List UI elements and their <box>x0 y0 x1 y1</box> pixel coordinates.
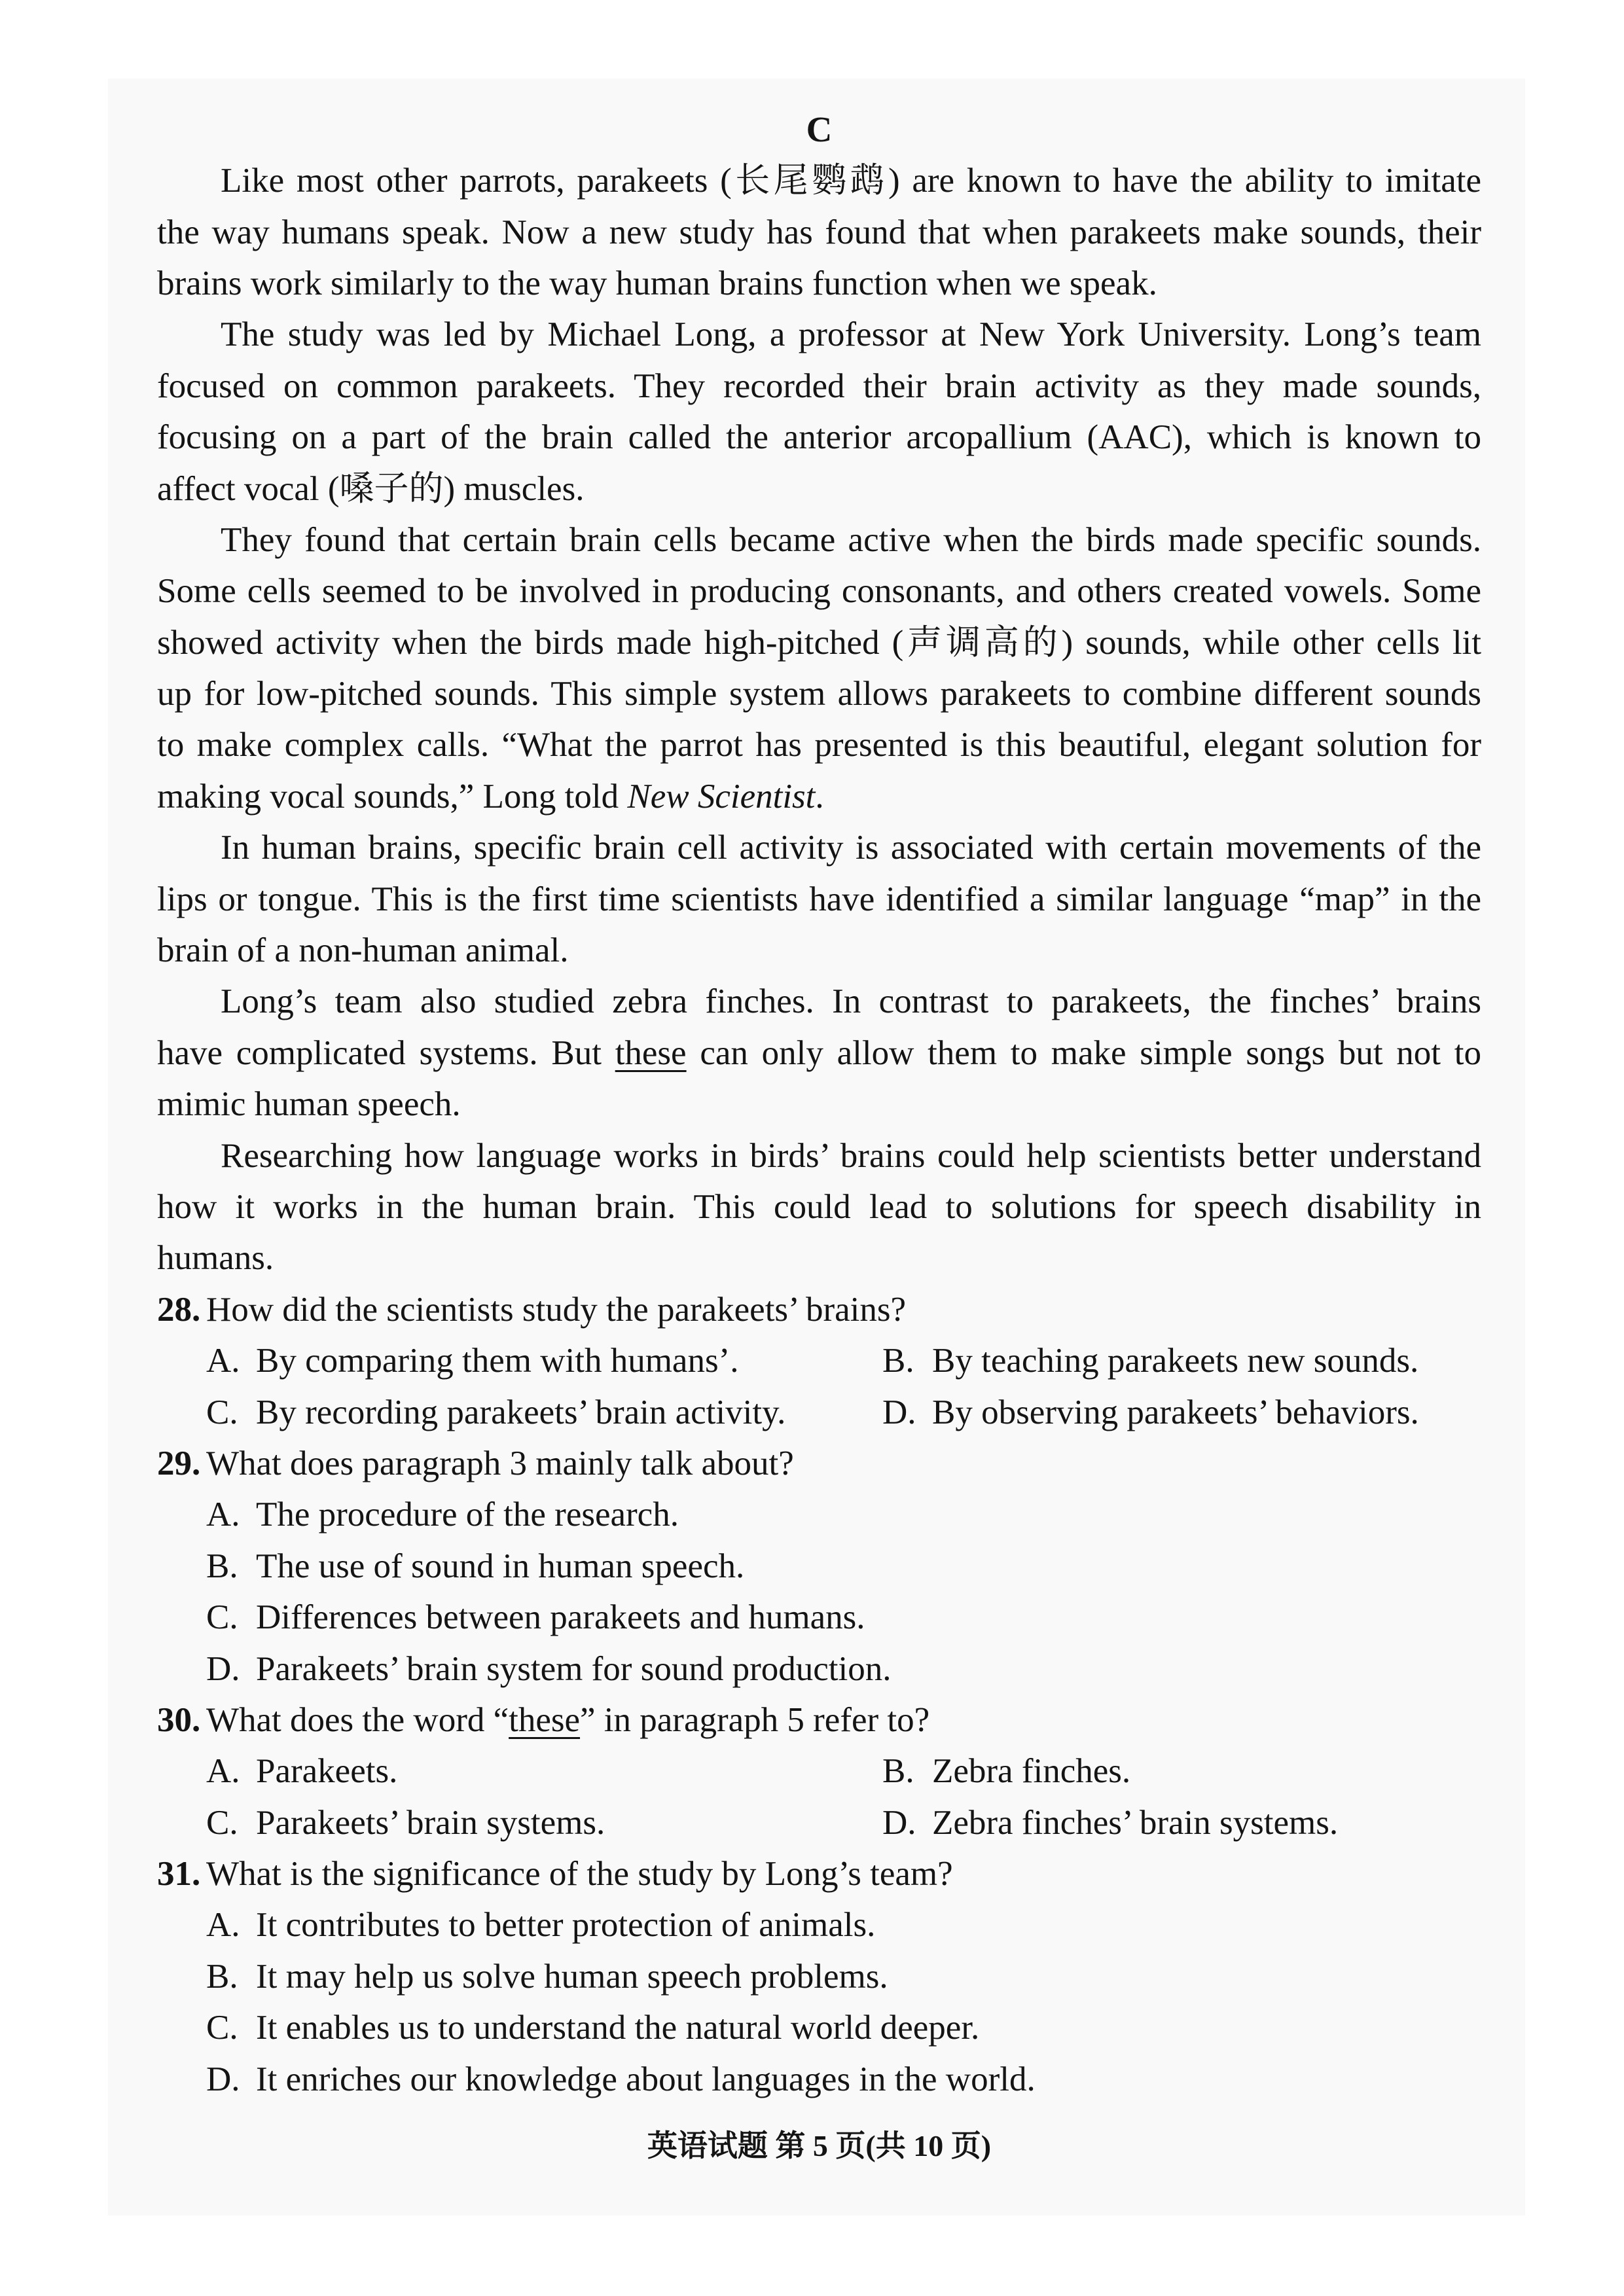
passage-line: mimic human speech. <box>157 1085 461 1124</box>
passage-line: Long’s team also studied zebra finches. In contrast to parakeets, the finches’ brains <box>221 982 1481 1021</box>
passage-text: making vocal sounds,” Long told <box>157 777 628 816</box>
option-d <box>206 1643 891 1695</box>
question-31 <box>157 1848 1481 2105</box>
exam-content <box>157 155 1481 2105</box>
passage-line: brain of a non-human animal. <box>157 931 569 970</box>
option-label: A. <box>206 1342 240 1380</box>
option-label: D. <box>882 1803 916 1842</box>
option-d <box>882 1797 1338 1848</box>
option-row <box>157 1746 1481 1797</box>
question-number: 30. <box>157 1700 201 1739</box>
option-b <box>206 1541 744 1592</box>
option-b <box>882 1746 1130 1797</box>
paragraph-4 <box>157 822 1481 976</box>
option-row <box>157 1335 1481 1386</box>
option-label: B. <box>206 1547 238 1585</box>
option-c <box>206 2002 979 2053</box>
passage-text: can only allow them to make simple songs but not to <box>686 1033 1481 1072</box>
option-b <box>206 1951 888 2002</box>
section-heading: C <box>806 109 833 149</box>
passage-line <box>157 771 1481 822</box>
paragraph-2 <box>157 309 1481 514</box>
passage-line: lips or tongue. This is the first time scientists have identified a similar language “map” in the <box>157 880 1481 918</box>
option-label: B. <box>882 1752 914 1791</box>
option-a <box>206 1899 875 1950</box>
option-row <box>157 2002 1481 2053</box>
passage-line: showed activity when the birds made high-pitched (声调高的) sounds, while other cells lit <box>157 623 1481 662</box>
option-text: It contributes to better protection of animals. <box>256 1906 876 1945</box>
passage-line: how it works in the human brain. This could lead to solutions for speech disability in <box>157 1188 1481 1226</box>
question-stem <box>157 1438 1481 1489</box>
option-row <box>157 1489 1481 1540</box>
option-c <box>206 1797 882 1848</box>
option-row <box>157 1951 1481 2002</box>
option-text: Parakeets’ brain systems. <box>256 1803 605 1842</box>
option-row <box>157 1592 1481 1643</box>
underlined-word: these <box>509 1700 581 1739</box>
question-30 <box>157 1695 1481 1848</box>
option-text: By observing parakeets’ behaviors. <box>932 1393 1419 1431</box>
option-text: Zebra finches’ brain systems. <box>932 1803 1339 1842</box>
option-row <box>157 2054 1481 2105</box>
passage-line: affect vocal (嗓子的) muscles. <box>157 469 585 508</box>
passage-line: The study was led by Michael Long, a professor at New York University. Long’s team <box>221 315 1481 354</box>
option-label: C. <box>206 1803 238 1842</box>
option-label: A. <box>206 1496 240 1534</box>
passage-line: Researching how language works in birds’ brains could help scientists better understand <box>221 1136 1481 1175</box>
paragraph-5 <box>157 976 1481 1130</box>
question-stem <box>157 1695 1481 1746</box>
option-text: It enables us to understand the natural world deeper. <box>256 2009 980 2047</box>
question-stem <box>157 1284 1481 1335</box>
passage-line <box>157 1028 1481 1079</box>
question-stem <box>157 1848 1481 1899</box>
underlined-word: these <box>615 1033 687 1072</box>
option-label: D. <box>882 1393 916 1431</box>
option-label: D. <box>206 2060 240 2098</box>
option-text: Differences between parakeets and humans. <box>256 1598 865 1637</box>
passage-line: up for low-pitched sounds. This simple system allows parakeets to combine different sounds <box>157 675 1481 713</box>
option-label: C. <box>206 2009 238 2047</box>
question-text: What is the significance of the study by Long’s team? <box>206 1855 953 1893</box>
option-label: B. <box>206 1957 238 1996</box>
page-footer: 英语试题 第 5 页(共 10 页) <box>647 2129 992 2162</box>
option-a <box>206 1746 882 1797</box>
option-text: It may help us solve human speech problems. <box>256 1957 888 1996</box>
option-text: The use of sound in human speech. <box>256 1547 745 1585</box>
option-text: By comparing them with humans’. <box>256 1342 739 1380</box>
option-row <box>157 1643 1481 1695</box>
option-label: C. <box>206 1598 238 1637</box>
passage-line: Like most other parrots, parakeets (长尾鹦鹉) are known to have the ability to imitate <box>221 162 1481 200</box>
option-a <box>206 1335 882 1386</box>
passage-text: . <box>815 777 824 816</box>
option-text: The procedure of the research. <box>256 1496 679 1534</box>
passage-line: In human brains, specific brain cell activity is associated with certain movements of the <box>221 829 1481 867</box>
question-28 <box>157 1284 1481 1438</box>
question-text: How did the scientists study the parakeets’ brains? <box>206 1290 907 1329</box>
question-number: 31. <box>157 1855 201 1893</box>
passage-line: to make complex calls. “What the parrot has presented is this beautiful, elegant solution for <box>157 726 1481 764</box>
option-text: By recording parakeets’ brain activity. <box>256 1393 786 1431</box>
paragraph-6 <box>157 1130 1481 1284</box>
passage-line: humans. <box>157 1239 274 1278</box>
question-text: ” in paragraph 5 refer to? <box>580 1700 930 1739</box>
option-label: B. <box>882 1342 914 1380</box>
question-number: 28. <box>157 1290 201 1329</box>
question-29 <box>157 1438 1481 1695</box>
option-text: Parakeets’ brain system for sound production. <box>256 1649 892 1688</box>
option-label: C. <box>206 1393 238 1431</box>
question-number: 29. <box>157 1444 201 1482</box>
option-d <box>882 1387 1419 1438</box>
option-row <box>157 1541 1481 1592</box>
option-text: It enriches our knowledge about languages in the world. <box>256 2060 1036 2098</box>
option-a <box>206 1489 679 1540</box>
publication-title: New Scientist <box>627 777 816 816</box>
question-text: What does paragraph 3 mainly talk about? <box>206 1444 794 1482</box>
option-label: D. <box>206 1649 240 1688</box>
passage-line: brains work similarly to the way human brains function when we speak. <box>157 264 1157 302</box>
passage-line: Some cells seemed to be involved in producing consonants, and others created vowels. Some <box>157 572 1481 611</box>
option-b <box>882 1335 1418 1386</box>
paragraph-1 <box>157 155 1481 309</box>
option-label: A. <box>206 1906 240 1945</box>
passage-line: focusing on a part of the brain called the anterior arcopallium (AAC), which is known to <box>157 418 1481 457</box>
option-d <box>206 2054 1036 2105</box>
passage-text: have complicated systems. But <box>157 1033 615 1072</box>
option-c <box>206 1387 882 1438</box>
passage-line: They found that certain brain cells became active when the birds made specific sounds. <box>221 520 1481 559</box>
passage-line: focused on common parakeets. They recorded their brain activity as they made sounds, <box>157 367 1481 405</box>
question-text: What does the word “ <box>206 1700 509 1739</box>
option-row <box>157 1387 1481 1438</box>
paragraph-3 <box>157 514 1481 822</box>
option-text: Zebra finches. <box>932 1752 1131 1791</box>
option-row <box>157 1797 1481 1848</box>
option-text: Parakeets. <box>256 1752 398 1791</box>
passage-line: the way humans speak. Now a new study has found that when parakeets make sounds, their <box>157 213 1481 251</box>
option-row <box>157 1899 1481 1950</box>
option-label: A. <box>206 1752 240 1791</box>
option-text: By teaching parakeets new sounds. <box>932 1342 1419 1380</box>
option-c <box>206 1592 865 1643</box>
